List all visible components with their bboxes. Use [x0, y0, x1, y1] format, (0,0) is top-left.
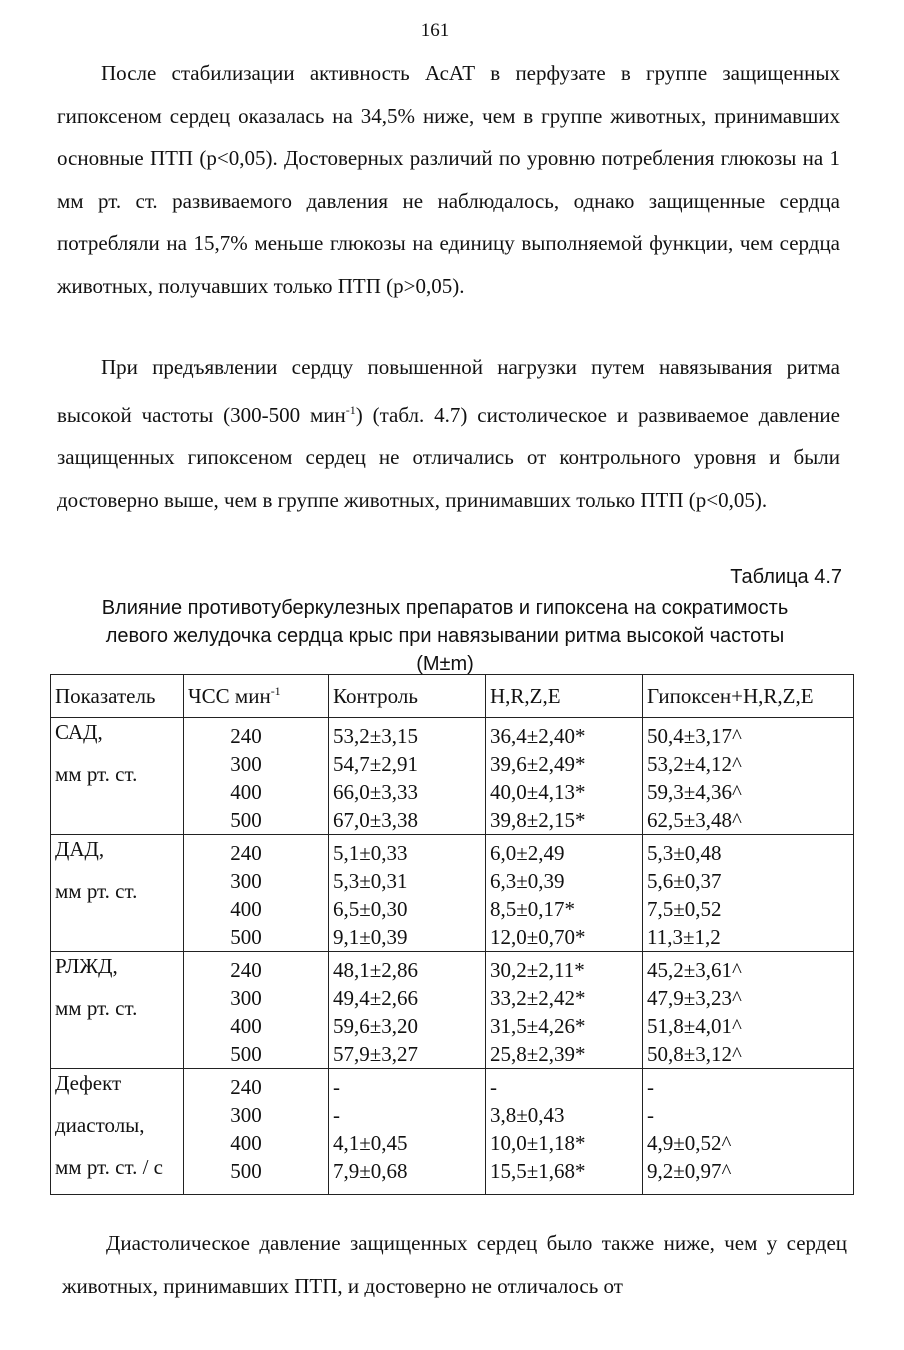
hypoxen-value: 5,6±0,37	[647, 869, 722, 893]
hypoxen-value: 50,8±3,12^	[647, 1042, 742, 1066]
paragraph-2-text-after: ) (табл. 4.7) систолическое и развиваемое давление защищенных гипоксеном сердец не отличались от контрольного уровня и были достоверно выше, чем в группе животных, принимавших только ПТП (p<0,05).	[57, 402, 840, 512]
control-value: 54,7±2,91	[333, 752, 419, 776]
hr-value: 300	[230, 986, 262, 1010]
indicator-line-2: мм рт. ст.	[55, 762, 138, 786]
hypoxen-value: 59,3±4,36^	[647, 780, 742, 804]
table-label: Таблица 4.7	[730, 566, 842, 588]
hr-value: 240	[230, 958, 262, 982]
hrze-value: 33,2±2,42*	[490, 986, 586, 1010]
hrze-value: 12,0±0,70*	[490, 925, 586, 949]
row-control-values	[329, 1069, 486, 1195]
hr-value: 500	[230, 808, 262, 832]
data-table	[50, 674, 854, 1195]
table-row	[51, 835, 854, 952]
row-heart-rates	[184, 835, 329, 952]
control-value: 7,9±0,68	[333, 1159, 408, 1183]
header-heart-rate-text: ЧСС мин	[188, 683, 271, 708]
control-value: 6,5±0,30	[333, 897, 408, 921]
hr-value: 500	[230, 1159, 262, 1183]
row-control-values	[329, 835, 486, 952]
indicator-line-1: САД,	[55, 720, 103, 744]
paragraph-1-text: После стабилизации активность АсАТ в перфузате в группе защищенных гипоксеном сердец оказалась на 34,5% ниже, чем в группе животных, принимавших основные ПТП (p<0,05). Достоверных различий по уровню потребления глюкозы на 1 мм рт. ст. развиваемого давления не наблюдалось, однако защищенные сердца потребляли на 15,7% меньше глюкозы на единицу выполняемой функции, чем сердца животных, получавших только ПТП (p>0,05).	[57, 61, 840, 298]
hrze-value: 3,8±0,43	[490, 1103, 565, 1127]
indicator-line-1: ДАД,	[55, 837, 105, 861]
table-row	[51, 952, 854, 1069]
control-value: 5,1±0,33	[333, 841, 408, 865]
control-value: -	[333, 1103, 340, 1127]
hrze-value: 30,2±2,11*	[490, 958, 585, 982]
hr-value: 240	[230, 841, 262, 865]
table-caption-line-3: (M±m)	[416, 653, 474, 675]
control-value: 67,0±3,38	[333, 808, 419, 832]
page-number: 161	[420, 20, 450, 41]
row-heart-rates	[184, 718, 329, 835]
row-hypoxen-values	[643, 835, 854, 952]
paragraph-1	[57, 52, 840, 307]
table-caption	[40, 594, 850, 678]
hrze-value: 31,5±4,26*	[490, 1014, 586, 1038]
table-caption-line-2: левого желудочка сердца крыс при навязывании ритма высокой частоты	[105, 625, 785, 647]
header-heart-rate	[184, 675, 329, 718]
header-heart-rate-sup: -1	[270, 683, 281, 698]
hr-value: 240	[230, 724, 262, 748]
row-control-values	[329, 718, 486, 835]
control-value: 66,0±3,33	[333, 780, 419, 804]
hr-value: 400	[230, 780, 262, 804]
hr-value: 300	[230, 869, 262, 893]
hr-value: 240	[230, 1075, 262, 1099]
row-hrze-values	[486, 952, 643, 1069]
hrze-value: 40,0±4,13*	[490, 780, 586, 804]
hypoxen-value: 9,2±0,97^	[647, 1159, 732, 1183]
hrze-value: 6,0±2,49	[490, 841, 565, 865]
hypoxen-value: 5,3±0,48	[647, 841, 722, 865]
hr-value: 400	[230, 897, 262, 921]
table-row	[51, 1069, 854, 1195]
indicator-line-1: Дефект	[55, 1071, 122, 1095]
hypoxen-value: -	[647, 1103, 654, 1127]
control-value: 57,9±3,27	[333, 1042, 419, 1066]
paragraph-2	[57, 346, 840, 521]
indicator-line-3: мм рт. ст. / с	[55, 1155, 163, 1179]
row-hypoxen-values	[643, 1069, 854, 1195]
hypoxen-value: 11,3±1,2	[647, 925, 721, 949]
control-value: 9,1±0,39	[333, 925, 408, 949]
hrze-value: -	[490, 1075, 497, 1099]
hypoxen-value: 47,9±3,23^	[647, 986, 742, 1010]
header-hrze: H,R,Z,E	[486, 675, 643, 718]
row-hrze-values	[486, 718, 643, 835]
row-control-values	[329, 952, 486, 1069]
indicator-line-1: РЛЖД,	[55, 954, 118, 978]
hypoxen-value: 62,5±3,48^	[647, 808, 742, 832]
hypoxen-value: 53,2±4,12^	[647, 752, 742, 776]
hrze-value: 8,5±0,17*	[490, 897, 576, 921]
control-value: 5,3±0,31	[333, 869, 408, 893]
row-hypoxen-values	[643, 952, 854, 1069]
indicator-line-2: диастолы,	[55, 1113, 145, 1137]
header-hypoxen: Гипоксен+H,R,Z,E	[643, 675, 854, 718]
row-hrze-values	[486, 1069, 643, 1195]
hr-value: 400	[230, 1131, 262, 1155]
row-indicator	[51, 952, 184, 1069]
indicator-line-2: мм рт. ст.	[55, 996, 138, 1020]
header-control: Контроль	[329, 675, 486, 718]
table-row	[51, 718, 854, 835]
hrze-value: 10,0±1,18*	[490, 1131, 586, 1155]
hrze-value: 15,5±1,68*	[490, 1159, 586, 1183]
hrze-value: 25,8±2,39*	[490, 1042, 586, 1066]
row-indicator	[51, 835, 184, 952]
control-value: 49,4±2,66	[333, 986, 419, 1010]
control-value: 53,2±3,15	[333, 724, 419, 748]
table-caption-line-1: Влияние противотуберкулезных препаратов и гипоксена на сократимость	[101, 597, 789, 619]
hypoxen-value: 45,2±3,61^	[647, 958, 742, 982]
paragraph-3-text: Диастолическое давление защищенных сердец было также ниже, чем у сердец животных, принимавших ПТП, и достоверно не отличалось от	[62, 1231, 847, 1298]
control-value: 4,1±0,45	[333, 1131, 408, 1155]
hr-value: 500	[230, 925, 262, 949]
row-indicator	[51, 718, 184, 835]
table-header-row	[51, 675, 854, 718]
row-heart-rates	[184, 952, 329, 1069]
hrze-value: 39,8±2,15*	[490, 808, 586, 832]
row-indicator	[51, 1069, 184, 1195]
row-hypoxen-values	[643, 718, 854, 835]
hr-value: 300	[230, 752, 262, 776]
hr-value: 300	[230, 1103, 262, 1127]
control-value: 59,6±3,20	[333, 1014, 419, 1038]
hypoxen-value: 50,4±3,17^	[647, 724, 742, 748]
paragraph-2-superscript: -1	[345, 402, 356, 417]
hrze-value: 6,3±0,39	[490, 869, 565, 893]
control-value: -	[333, 1075, 340, 1099]
hr-value: 400	[230, 1014, 262, 1038]
control-value: 48,1±2,86	[333, 958, 419, 982]
hypoxen-value: 7,5±0,52	[647, 897, 722, 921]
header-indicator: Показатель	[51, 675, 184, 718]
indicator-line-2: мм рт. ст.	[55, 879, 138, 903]
hypoxen-value: 4,9±0,52^	[647, 1131, 732, 1155]
paragraph-3	[62, 1222, 847, 1307]
hrze-value: 36,4±2,40*	[490, 724, 586, 748]
hypoxen-value: 51,8±4,01^	[647, 1014, 742, 1038]
hypoxen-value: -	[647, 1075, 654, 1099]
row-heart-rates	[184, 1069, 329, 1195]
hr-value: 500	[230, 1042, 262, 1066]
hrze-value: 39,6±2,49*	[490, 752, 586, 776]
paragraph-2-text-before: При предъявлении сердцу повышенной нагрузки путем навязывания ритма высокой частоты (300-500 мин	[57, 355, 840, 427]
row-hrze-values	[486, 835, 643, 952]
